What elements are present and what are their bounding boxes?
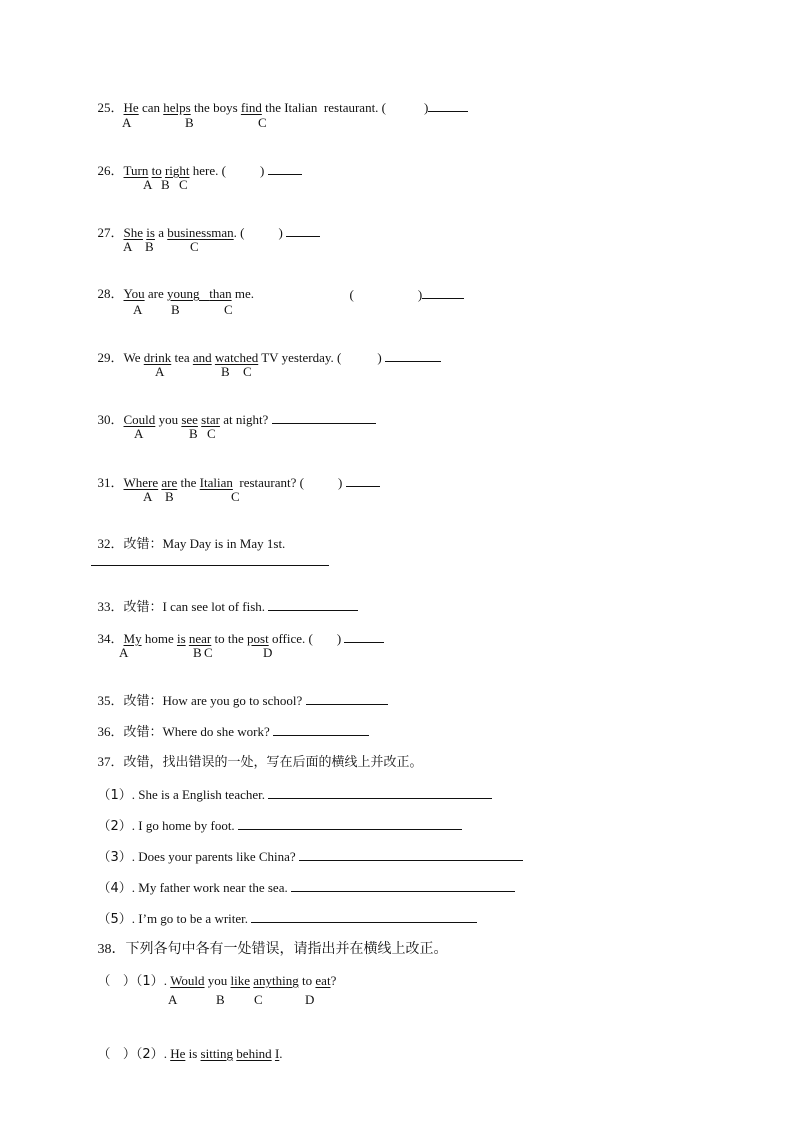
answer-blank[interactable] [268, 162, 302, 175]
item-number: （1） [97, 788, 132, 803]
sentence-text: . My father work near the sea. [131, 880, 291, 895]
sentence-text: can [138, 100, 164, 115]
question-35 [91, 676, 388, 710]
underlined-word-b: to [151, 163, 162, 178]
sentence-text: me. [231, 286, 255, 301]
option-letter-a: A [119, 645, 129, 660]
underlined-word-a: He [123, 100, 139, 115]
option-letter-c: C [254, 992, 263, 1007]
sentence-text: a [154, 225, 168, 240]
sentence-text: the Italian restaurant. ( [261, 100, 387, 115]
option-letter-b: B [171, 302, 180, 317]
option-letter-a: A [123, 239, 133, 254]
correction-label: 改错： [123, 694, 163, 709]
underlined-word-a: You [123, 286, 145, 301]
option-letter-b: B [165, 489, 174, 504]
item-number: （3） [97, 850, 132, 865]
answer-blank[interactable] [268, 598, 358, 611]
question-number: 35． [97, 693, 124, 708]
sentence-text: May Day is in May 1st. [162, 536, 286, 551]
sentence-text: . Does your parents like China? [131, 849, 299, 864]
question-38-item-1 [91, 957, 336, 990]
answer-blank[interactable] [291, 879, 515, 892]
question-number: 36． [97, 724, 124, 739]
question-37 [91, 738, 423, 771]
option-letter-b: B [189, 426, 198, 441]
underlined-word-a: Turn [123, 163, 149, 178]
question-34 [91, 614, 384, 647]
question-37-item-1 [91, 770, 492, 804]
option-letter-d: D [263, 645, 273, 660]
question-33 [91, 582, 358, 616]
answer-blank[interactable] [251, 910, 477, 923]
underlined-word-a: She [123, 225, 144, 240]
option-letter-c: C [179, 177, 188, 192]
sentence-text: ( [349, 287, 354, 302]
question-37-item-5 [91, 894, 477, 928]
sentence-text: the boys [190, 100, 241, 115]
sentence-text: to [298, 973, 316, 988]
option-letter-a: A [122, 115, 132, 130]
answer-blank[interactable] [273, 723, 369, 736]
answer-blank[interactable] [346, 474, 380, 487]
sentence-text: ? [330, 973, 337, 988]
question-number: 27． [97, 225, 124, 240]
question-32 [91, 520, 285, 553]
option-letter-a: A [143, 489, 153, 504]
answer-blank[interactable] [344, 630, 384, 643]
sentence-text: We [123, 350, 144, 365]
sentence-text: . [163, 1046, 171, 1061]
sentence-text: you [155, 412, 182, 427]
sentence-text: ) [338, 475, 346, 490]
underlined-word-b: and [192, 350, 212, 365]
option-letter-b: B [193, 645, 202, 660]
correction-label: 改错： [123, 600, 163, 615]
question-number: 31． [97, 475, 124, 490]
underlined-word-b: is [176, 631, 186, 646]
question-29 [91, 333, 441, 366]
instruction-text: 改错，找出错误的一处，写在后面的横线上并改正。 [123, 755, 423, 770]
underlined-word-c: than [209, 286, 232, 301]
sentence-text: the [177, 475, 200, 490]
question-38 [91, 925, 448, 958]
underlined-word-c: Italian [199, 475, 233, 490]
item-number: （5） [97, 912, 132, 927]
instruction-text: 下列各句中各有一处错误，请指出并在横线上改正。 [125, 941, 448, 957]
sentence-text: tea [171, 350, 193, 365]
sentence-text: is [185, 1046, 201, 1061]
sentence-text: here. ( [189, 163, 226, 178]
answer-blank[interactable] [422, 286, 464, 299]
underlined-word-a: Could [123, 412, 156, 427]
sentence-text: ) [377, 350, 385, 365]
sentence-text: at night? [219, 412, 272, 427]
underlined-word-a: drink [143, 350, 172, 365]
answer-blank[interactable] [238, 817, 462, 830]
sentence-text: restaurant? ( [232, 475, 304, 490]
underlined-word-a: He [170, 1046, 186, 1061]
underlined-word-a: Would [170, 973, 205, 988]
answer-blank[interactable] [306, 692, 388, 705]
answer-blank[interactable] [268, 786, 492, 799]
underlined-word-b: sitting [200, 1046, 234, 1061]
underlined-word-b: helps [163, 100, 191, 115]
question-36 [91, 707, 369, 741]
underlined-word-a: Where [123, 475, 159, 490]
sentence-text: . She is a English teacher. [131, 787, 269, 802]
answer-blank[interactable] [299, 848, 523, 861]
sentence-text: . I’m go to be a writer. [131, 911, 252, 926]
underlined-word-d: I [274, 1046, 280, 1061]
item-number: （1） [135, 974, 164, 989]
question-28-answer [343, 270, 464, 303]
question-number: 25． [97, 100, 124, 115]
sentence-text: I can see lot of fish. [162, 599, 269, 614]
answer-blank[interactable] [385, 349, 441, 362]
option-letter-b: B [145, 239, 154, 254]
question-number: 38． [97, 942, 126, 957]
question-27 [91, 208, 320, 241]
underlined-word-b: like [230, 973, 251, 988]
sentence-text: TV yesterday. ( [258, 350, 342, 365]
option-letter-c: C [231, 489, 240, 504]
option-letter-b: B [185, 115, 194, 130]
question-38-item-2 [91, 1030, 283, 1063]
answer-blank[interactable] [286, 224, 320, 237]
option-letter-c: C [204, 645, 213, 660]
underlined-word-c: watched [214, 350, 259, 365]
question-number: 29． [97, 350, 124, 365]
underlined-word-b: young [166, 286, 200, 301]
question-number: 28． [97, 286, 124, 301]
underlined-word-c: behind [236, 1046, 272, 1061]
underlined-word-d: eat [315, 973, 331, 988]
item-number: （4） [97, 881, 132, 896]
option-letter-b: B [221, 364, 230, 379]
sentence-text: home [141, 631, 177, 646]
question-number: 32． [97, 536, 124, 551]
question-28 [91, 270, 254, 302]
sentence-text: to the [211, 631, 248, 646]
sentence-text: you [204, 973, 231, 988]
option-letter-c: C [224, 302, 233, 317]
sentence-text: . ( [233, 225, 245, 240]
underlined-word-b: is [146, 225, 155, 240]
option-letter-a: A [155, 364, 165, 379]
sentence-text: . I go home by foot. [131, 818, 238, 833]
question-26 [91, 146, 302, 179]
answer-paren[interactable]: （ ） [97, 1047, 136, 1062]
option-letter-b: B [216, 992, 225, 1007]
sentence-text: ) [424, 100, 429, 115]
option-letter-c: C [243, 364, 252, 379]
question-37-item-2 [91, 801, 462, 835]
underlined-word-c: businessman [167, 225, 234, 240]
option-letter-c: C [207, 426, 216, 441]
answer-blank[interactable] [428, 99, 468, 112]
answer-blank-32[interactable] [91, 565, 329, 566]
underlined-word-c: near [188, 631, 212, 646]
underlined-word-c: right [164, 163, 190, 178]
question-number: 30． [97, 412, 124, 427]
option-letter-d: D [305, 992, 315, 1007]
underlined-word-c: find [240, 100, 262, 115]
question-37-item-4 [91, 863, 515, 897]
option-letter-a: A [133, 302, 143, 317]
underlined-word-c: star [201, 412, 220, 427]
sentence-text: ) [417, 287, 423, 302]
question-30 [91, 395, 376, 428]
item-number: （2） [135, 1047, 164, 1062]
item-number: （2） [97, 819, 132, 834]
underlined-word-b: are [161, 475, 178, 490]
option-letter-b: B [161, 177, 170, 192]
sentence-text [199, 286, 209, 301]
question-31 [91, 458, 380, 491]
option-letter-a: A [143, 177, 153, 192]
correction-label: 改错： [123, 537, 163, 552]
answer-blank[interactable] [272, 411, 376, 424]
underlined-word-a: My [123, 631, 142, 646]
question-number: 33． [97, 599, 124, 614]
sentence-text: office. ( [268, 631, 313, 646]
underlined-word-c: anything [253, 973, 299, 988]
question-number: 26． [97, 163, 124, 178]
underlined-word-b: see [181, 412, 198, 427]
question-number: 37． [97, 754, 124, 769]
sentence-text: ) [336, 631, 345, 646]
sentence-text: are [144, 286, 167, 301]
sentence-text: ) [259, 163, 268, 178]
option-letter-a: A [168, 992, 178, 1007]
underlined-word-d: post [247, 631, 269, 646]
sentence-text: How are you go to school? [162, 693, 306, 708]
sentence-text: Where do she work? [162, 724, 273, 739]
question-37-item-3 [91, 832, 523, 866]
sentence-text: . [279, 1046, 283, 1061]
question-number: 34． [97, 631, 124, 646]
question-25 [91, 83, 468, 116]
option-letter-c: C [190, 239, 199, 254]
option-letter-a: A [134, 426, 144, 441]
sentence-text: . [163, 973, 171, 988]
option-letter-c: C [258, 115, 267, 130]
sentence-text: ) [278, 225, 287, 240]
correction-label: 改错： [123, 725, 163, 740]
answer-paren[interactable]: （ ） [97, 974, 136, 989]
